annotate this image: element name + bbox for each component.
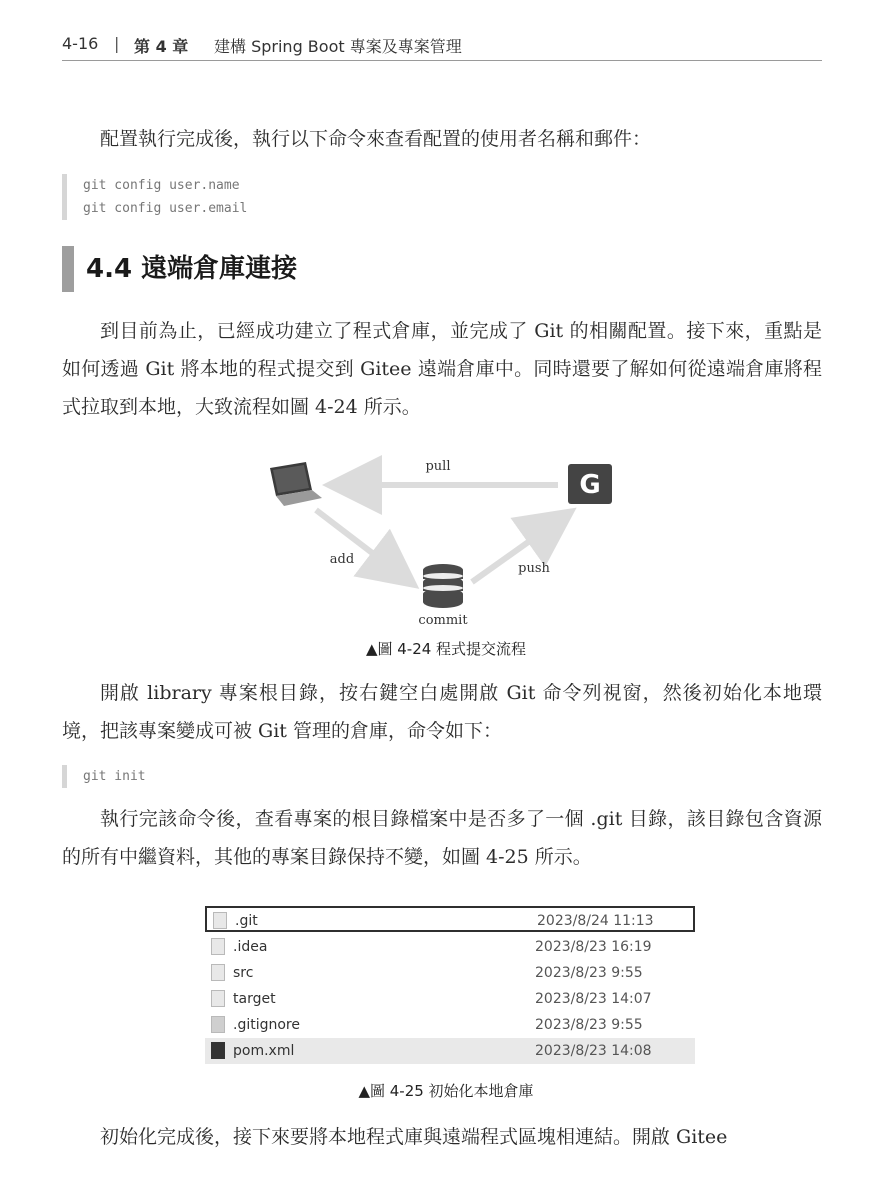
header-separator: | [114,34,120,53]
file-name: .gitignore [233,1017,300,1033]
gitee-logo-icon [568,464,612,504]
file-name: pom.xml [233,1043,295,1059]
code-line: git config user.name [83,178,240,193]
page-number: 4-16 [62,34,99,53]
paragraph-git-dir [62,800,822,876]
paragraph-remote-intro [62,312,822,426]
file-date: 2023/8/23 14:08 [535,1043,652,1059]
folder-icon [213,912,227,929]
paragraph-text: 初始化完成後，接下來要將本地程式庫與遠端程式區塊相連結。開啟 Gitee [100,1126,728,1148]
page-header [62,32,822,60]
file-name: .idea [233,939,268,955]
xml-file-icon [211,1042,225,1059]
code-block-config [62,174,843,220]
paragraph-text: 到目前為止，已經成功建立了程式倉庫，並完成了 Git 的相關配置。接下來，重點是如何透過 Git 將本地的程式提交到 Gitee 遠端倉庫中。同時還要了解如何從遠端倉庫將程式拉取到本地，大致流程如圖 4-24 所示。 [62,320,822,418]
file-list-figure [205,906,695,1068]
chapter-label: 第 4 章 [134,37,189,56]
chapter-title: 建構 Spring Boot 專案及專案管理 [214,37,462,56]
code-block-init [62,765,843,788]
commit-label: commit [418,613,468,628]
paragraph-text: 執行完該命令後，查看專案的根目錄檔案中是否多了一個 .git 目錄，該目錄包含資源的所有中繼資料，其他的專案目錄保持不變，如圖 4-25 所示。 [62,808,822,868]
push-label: push [518,561,550,576]
file-date: 2023/8/23 9:55 [535,965,643,981]
intro-paragraph [62,120,822,158]
figure-caption-4-24: ▲圖 4-24 程式提交流程 [365,640,527,658]
code-line: git config user.email [83,201,248,216]
section-heading-bar [62,246,74,292]
database-icon [423,564,463,608]
file-date: 2023/8/24 11:13 [537,913,654,929]
intro-text: 配置執行完成後，執行以下命令來查看配置的使用者名稱和郵件： [100,128,652,150]
paragraph-text: 開啟 library 專案根目錄，按右鍵空白處開啟 Git 命令列視窗，然後初始化本地環境，把該專案變成可被 Git 管理的倉庫，命令如下： [62,682,822,742]
code-line: git init [83,769,146,784]
folder-icon [211,964,225,981]
file-row [205,986,695,1012]
paragraph-git-init [62,674,822,750]
file-row [205,1012,695,1038]
add-arrow [316,510,405,578]
section-title: 4.4 遠端倉庫連接 [86,254,298,284]
file-icon [211,1016,225,1033]
file-row [205,906,695,932]
file-date: 2023/8/23 16:19 [535,939,652,955]
file-row [205,1038,695,1064]
file-row [205,934,695,960]
file-date: 2023/8/23 9:55 [535,1017,643,1033]
git-flow-diagram [250,450,630,632]
file-name: .git [235,913,258,929]
header-rule [62,60,822,61]
file-date: 2023/8/23 14:07 [535,991,652,1007]
laptop-icon [270,462,322,506]
folder-icon [211,990,225,1007]
figure-caption-4-25: ▲圖 4-25 初始化本地倉庫 [358,1082,534,1100]
folder-icon [211,938,225,955]
file-row [205,960,695,986]
pull-label: pull [425,459,451,474]
file-name: target [233,991,276,1007]
gitee-logo-letter: G [579,470,601,500]
paragraph-connect-remote [62,1118,822,1156]
file-name: src [233,965,254,981]
add-label: add [329,552,355,567]
